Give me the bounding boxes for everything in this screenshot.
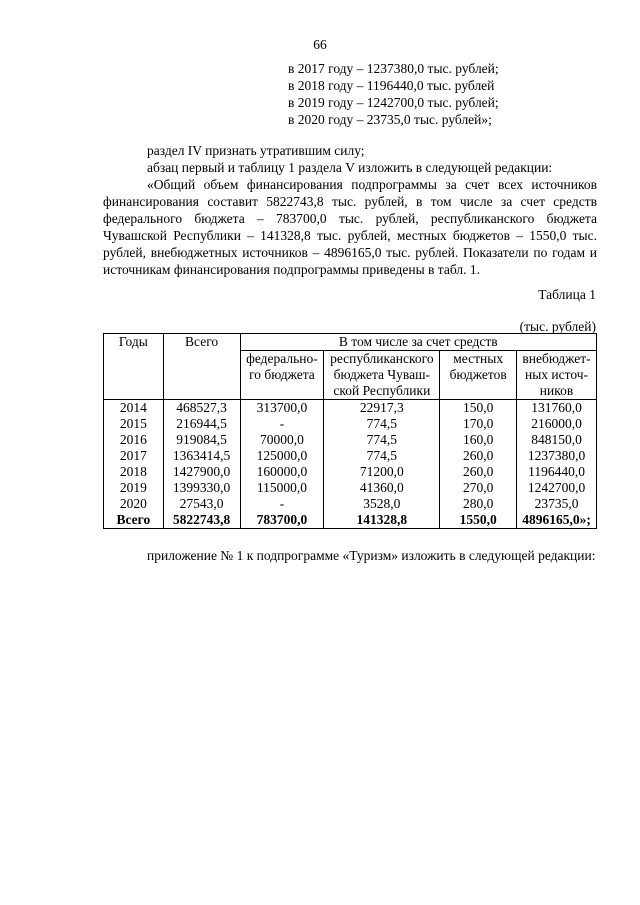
table-row: [104, 416, 597, 432]
cell-extrabudgetary: 1196440,0: [517, 464, 597, 480]
paragraph-section-iv: раздел IV признать утратившим силу;: [147, 143, 365, 158]
cell-republican: 141328,8: [324, 512, 440, 529]
header-republican: республиканского бюджета Чуваш-ской Республики: [324, 351, 440, 400]
header-extrabudgetary: внебюджет-ных источ-ников: [517, 351, 597, 400]
cell-extrabudgetary: 848150,0: [517, 432, 597, 448]
table-row: [104, 464, 597, 480]
cell-local: 280,0: [440, 496, 517, 512]
table-row: [104, 480, 597, 496]
cell-extrabudgetary: 23735,0: [517, 496, 597, 512]
cell-republican: 3528,0: [324, 496, 440, 512]
cell-year: 2015: [104, 416, 164, 432]
table-row: [104, 400, 597, 417]
cell-republican: 41360,0: [324, 480, 440, 496]
cell-year: 2020: [104, 496, 164, 512]
cell-extrabudgetary: 4896165,0»;: [517, 512, 597, 529]
cell-total: 1363414,5: [163, 448, 240, 464]
cell-total: 5822743,8: [163, 512, 240, 529]
year-line: в 2020 году – 23735,0 тыс. рублей»;: [288, 112, 492, 127]
cell-federal: -: [240, 496, 324, 512]
cell-extrabudgetary: 1242700,0: [517, 480, 597, 496]
cell-local: 270,0: [440, 480, 517, 496]
page-number: 66: [313, 37, 327, 52]
cell-total-label: Всего: [104, 512, 164, 529]
cell-year: 2016: [104, 432, 164, 448]
cell-total: 27543,0: [163, 496, 240, 512]
cell-total: 1427900,0: [163, 464, 240, 480]
table-caption: Таблица 1: [538, 287, 596, 302]
cell-year: 2018: [104, 464, 164, 480]
table-row: [104, 448, 597, 464]
year-funding-list: [288, 60, 499, 128]
cell-local: 260,0: [440, 464, 517, 480]
cell-total: 1399330,0: [163, 480, 240, 496]
table-units: (тыс. рублей): [519, 319, 596, 334]
cell-year: 2019: [104, 480, 164, 496]
cell-year: 2017: [104, 448, 164, 464]
header-federal: федерально-го бюджета: [240, 351, 324, 400]
paragraph-funding-summary: «Общий объем финансирования подпрограммы за счет всех источников финансирования составит 5822743,8 тыс. рублей, в том числе за счет средств федерального бюджета – 783700,0 тыс. рублей, республиканского бюджета Чувашской Республики – 141328,8 тыс. рублей, местных бюджетов – 1550,0 тыс. рублей, внебюджетных источников – 4896165,0 тыс. рублей. Показатели по годам и источникам финансирования подпрограммы приведены в табл. 1.: [103, 177, 597, 277]
cell-local: 170,0: [440, 416, 517, 432]
cell-republican: 774,5: [324, 448, 440, 464]
cell-federal: -: [240, 416, 324, 432]
cell-total: 919084,5: [163, 432, 240, 448]
header-years: Годы: [104, 334, 164, 400]
cell-extrabudgetary: 131760,0: [517, 400, 597, 417]
cell-extrabudgetary: 216000,0: [517, 416, 597, 432]
cell-local: 260,0: [440, 448, 517, 464]
cell-federal: 115000,0: [240, 480, 324, 496]
year-line: в 2018 году – 1196440,0 тыс. рублей: [288, 78, 495, 93]
cell-local: 160,0: [440, 432, 517, 448]
paragraph-table-intro: абзац первый и таблицу 1 раздела V изложить в следующей редакции:: [147, 160, 553, 175]
table-row: [104, 432, 597, 448]
cell-extrabudgetary: 1237380,0: [517, 448, 597, 464]
cell-total: 468527,3: [163, 400, 240, 417]
cell-federal: 125000,0: [240, 448, 324, 464]
cell-federal: 70000,0: [240, 432, 324, 448]
cell-local: 150,0: [440, 400, 517, 417]
cell-federal: 783700,0: [240, 512, 324, 529]
cell-republican: 774,5: [324, 416, 440, 432]
cell-republican: 71200,0: [324, 464, 440, 480]
cell-republican: 22917,3: [324, 400, 440, 417]
year-line: в 2019 году – 1242700,0 тыс. рублей;: [288, 95, 499, 110]
header-local: местных бюджетов: [440, 351, 517, 400]
cell-federal: 313700,0: [240, 400, 324, 417]
header-total: Всего: [163, 334, 240, 400]
funding-table: [103, 333, 597, 529]
header-sources: В том числе за счет средств: [240, 334, 597, 351]
paragraph-appendix: приложение № 1 к подпрограмме «Туризм» изложить в следующей редакции:: [147, 548, 596, 563]
table-total-row: [104, 512, 597, 529]
cell-local: 1550,0: [440, 512, 517, 529]
table-row: [104, 496, 597, 512]
cell-federal: 160000,0: [240, 464, 324, 480]
cell-republican: 774,5: [324, 432, 440, 448]
cell-year: 2014: [104, 400, 164, 417]
year-line: в 2017 году – 1237380,0 тыс. рублей;: [288, 61, 499, 76]
cell-total: 216944,5: [163, 416, 240, 432]
